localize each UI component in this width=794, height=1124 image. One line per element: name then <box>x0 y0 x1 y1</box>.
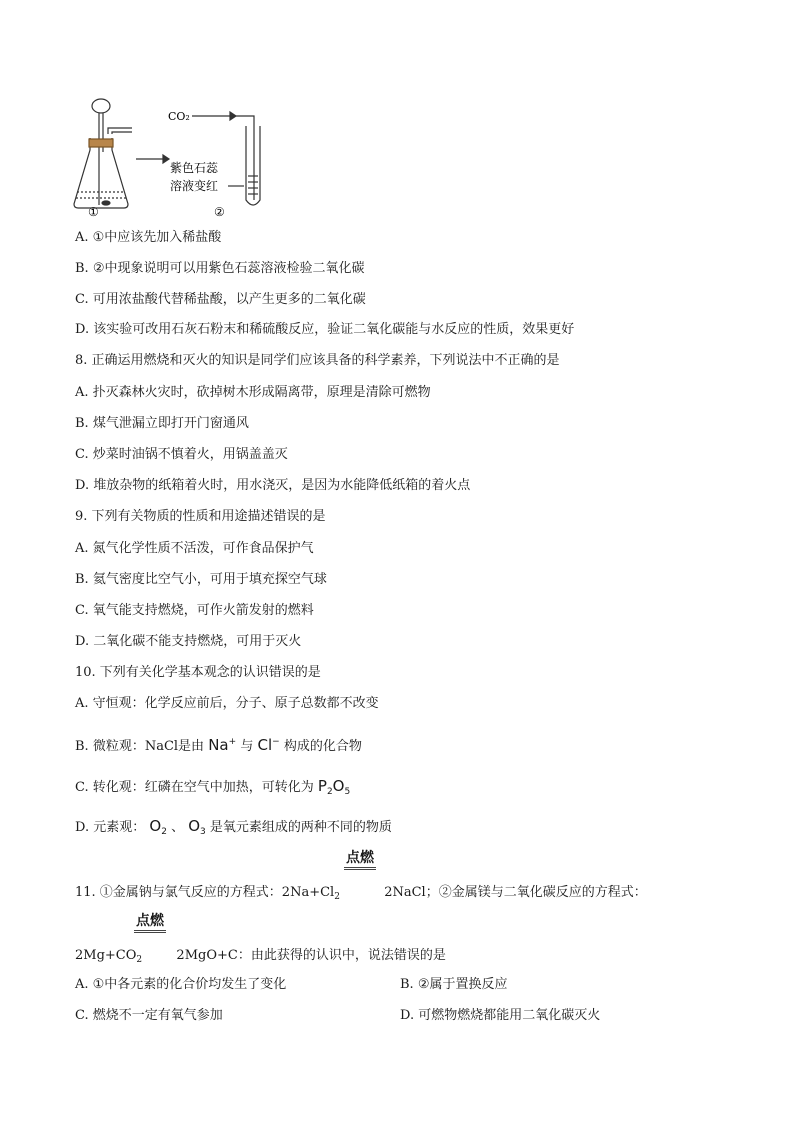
p-symbol: P <box>317 777 327 795</box>
q9-option-a: A. 氮气化学性质不活泼，可作食品保护气 <box>75 541 314 556</box>
q10-stem: 10. 下列有关化学基本观念的认识错误的是 <box>75 665 321 680</box>
reaction-condition-ignite-2: 点燃 <box>134 913 166 933</box>
q11-option-b: B. ②属于置换反应 <box>400 977 508 992</box>
arrow-right-icon <box>136 155 169 163</box>
q7-option-c: C. 可用浓盐酸代替稀盐酸，以产生更多的二氧化碳 <box>75 292 366 307</box>
q7-option-a: A. ①中应该先加入稀盐酸 <box>75 230 222 245</box>
sodium-ion <box>208 736 236 754</box>
p2o5-formula <box>318 777 350 795</box>
q10-option-d <box>75 818 392 840</box>
chloride-ion <box>257 736 279 754</box>
q11-option-d: D. 可燃物燃烧都能用二氧化碳灭火 <box>400 1008 601 1023</box>
chloride-symbol: Cl <box>257 736 273 754</box>
q11-line2 <box>75 948 446 968</box>
sodium-symbol: Na <box>208 736 229 754</box>
q9-option-c: C. 氧气能支持燃烧，可作火箭发射的燃料 <box>75 603 314 618</box>
q10-option-b <box>75 734 362 755</box>
q10-c-prefix: C. 转化观：红磷在空气中加热，可转化为 <box>75 780 314 795</box>
flask-with-funnel <box>74 99 132 208</box>
q11-line1-reactants: 11. ①金属钠与氯气反应的方程式：2Na+Cl <box>75 885 335 900</box>
o3-formula <box>188 817 206 835</box>
q11-line2-products: 2MgO+C：由此获得的认识中，说法错误的是 <box>176 948 446 963</box>
q11-line1-subscript: 2 <box>334 892 340 902</box>
q10-b-prefix: B. 微粒观：NaCl是由 <box>75 739 205 754</box>
sodium-charge: + <box>228 737 237 747</box>
q9-option-b: B. 氦气密度比空气小，可用于填充探空气球 <box>75 572 327 587</box>
q11-option-c: C. 燃烧不一定有氧气参加 <box>75 1008 223 1023</box>
o-symbol: O <box>332 777 345 795</box>
q10-b-suffix: 构成的化合物 <box>283 739 362 754</box>
o2-formula <box>149 817 167 835</box>
q9-option-d: D. 二氧化碳不能支持燃烧，可用于灭火 <box>75 634 302 649</box>
q8-option-a: A. 扑灭森林火灾时，砍掉树木形成隔离带，原理是清除可燃物 <box>75 385 431 400</box>
p-subscript: 2 <box>326 787 333 797</box>
tube-caption-line1: 紫色石蕊 <box>170 161 219 175</box>
q7-option-b: B. ②中现象说明可以用紫色石蕊溶液检验二氧化碳 <box>75 261 365 276</box>
test-tube <box>228 126 260 205</box>
q11-line1-products: 2NaCl；②金属镁与二氧化碳反应的方程式： <box>384 885 647 900</box>
co2-label: CO₂ <box>168 110 190 123</box>
q10-option-a: A. 守恒观：化学反应前后，分子、原子总数都不改变 <box>75 696 379 711</box>
q10-d-suffix: 是氧元素组成的两种不同的物质 <box>209 820 392 835</box>
q9-stem: 9. 下列有关物质的性质和用途描述错误的是 <box>75 509 326 524</box>
q11-option-a: A. ①中各元素的化合价均发生了变化 <box>75 977 287 992</box>
o2-symbol: O <box>149 817 162 835</box>
chloride-charge: − <box>272 737 280 747</box>
figure-label-2: ② <box>214 205 225 219</box>
tube-caption-line2: 溶液变红 <box>170 179 219 193</box>
q11-line2-subscript: 2 <box>136 955 143 965</box>
q10-b-mid: 与 <box>240 739 254 754</box>
q10-d-separator: 、 <box>171 820 185 835</box>
experiment-apparatus-figure <box>68 92 288 222</box>
q8-option-c: C. 炒菜时油锅不慎着火，用锅盖盖灭 <box>75 447 288 462</box>
figure-label-1: ① <box>88 205 99 219</box>
o3-subscript: 3 <box>200 827 206 837</box>
q10-option-c <box>75 778 350 800</box>
q8-option-d: D. 堆放杂物的纸箱着火时，用水浇灭，是因为水能降低纸箱的着火点 <box>75 478 471 493</box>
q7-option-d: D. 该实验可改用石灰石粉末和稀硫酸反应，验证二氧化碳能与水反应的性质，效果更好 <box>75 322 575 337</box>
q11-line2-reactants: 2Mg+CO <box>75 948 137 963</box>
o2-subscript: 2 <box>161 827 167 837</box>
q8-option-b: B. 煤气泄漏立即打开门窗通风 <box>75 416 249 431</box>
reaction-condition-ignite-1: 点燃 <box>344 850 376 870</box>
o-subscript: 5 <box>344 787 351 797</box>
q11-line1 <box>75 885 647 905</box>
o3-symbol: O <box>188 817 201 835</box>
q8-stem: 8. 正确运用燃烧和灭火的知识是同学们应该具备的科学素养，下列说法中不正确的是 <box>75 353 560 368</box>
q10-d-prefix: D. 元素观： <box>75 820 146 835</box>
